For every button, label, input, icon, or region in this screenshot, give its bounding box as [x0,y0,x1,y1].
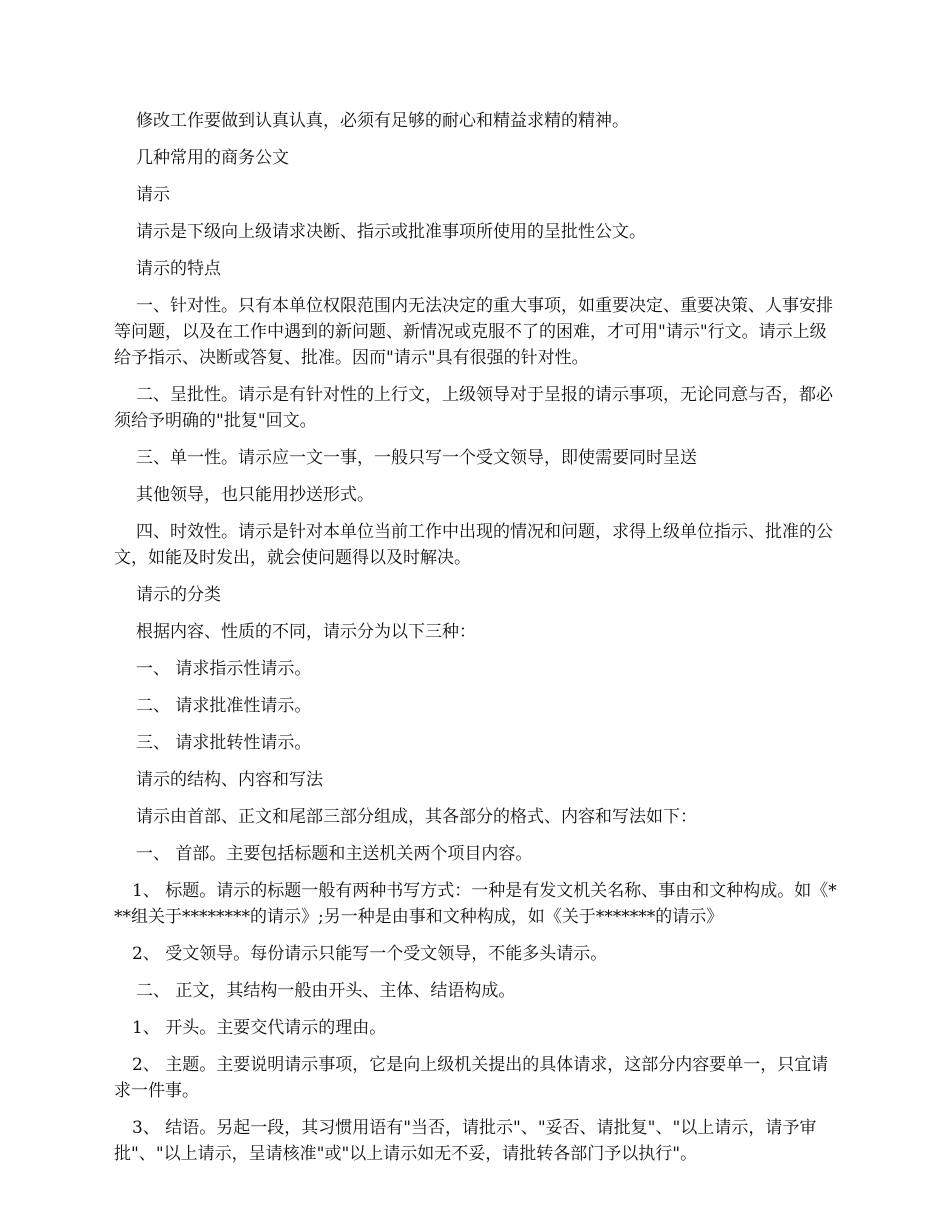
paragraph-feature-4: 四、时效性。请示是针对本单位当前工作中出现的情况和问题，求得上级单位指示、批准的公文，如能及时发出，就会使问题得以及时解决。 [114,522,833,568]
paragraph-recipient-rule: 2、 受文领导。每份请示只能写一个受文领导，不能多头请示。 [132,944,608,964]
heading-request: 请示 [136,185,170,205]
heading-common-documents: 几种常用的商务公文 [136,148,289,168]
paragraph-opening: 1、 开头。主要交代请示的理由。 [132,1018,387,1038]
paragraph-title-rule: 1、 标题。请示的标题一般有两种书写方式：一种是有发文机关名称、事由和文种构成。如《***组关于********的请示》;另一种是由事和文种构成，如《关于*******的请示》 [114,881,837,927]
document-body [114,108,838,1178]
paragraph-body-section: 二、 正文，其结构一般由开头、主体、结语构成。 [136,981,516,1001]
paragraph-request-definition: 请示是下级向上级请求决断、指示或批准事项所使用的呈批性公文。 [136,222,646,242]
list-item-type-1: 一、 请求指示性请示。 [136,659,312,679]
paragraph-feature-2: 二、呈批性。请示是有针对性的上行文，上级领导对于呈报的请示事项，无论同意与否，都必须给予明确的"批复"回文。 [114,385,833,431]
heading-request-types: 请示的分类 [136,585,221,605]
heading-request-structure: 请示的结构、内容和写法 [136,770,323,790]
paragraph-structure-intro: 请示由首部、正文和尾部三部分组成，其各部分的格式、内容和写法如下： [136,807,697,827]
paragraph-header-section: 一、 首部。主要包括标题和主送机关两个项目内容。 [136,844,533,864]
paragraph-intro: 修改工作要做到认真认真，必须有足够的耐心和精益求精的精神。 [136,111,629,131]
paragraph-feature-3-cont: 其他领导，也只能用抄送形式。 [136,485,374,505]
paragraph-conclusion: 3、 结语。另起一段，其习惯用语有"当否，请批示"、"妥否、请批复"、"以上请示，请予审批"、"以上请示，呈请核准"或"以上请示如无不妥，请批转各部门予以执行"。 [114,1118,817,1164]
paragraph-feature-1: 一、针对性。只有本单位权限范围内无法决定的重大事项，如重要决定、重要决策、人事安排等问题，以及在工作中遇到的新问题、新情况或克服不了的困难，才可用"请示"行文。请示上级给予指示、决断或答复、批准。因而"请示"具有很强的针对性。 [114,296,833,368]
paragraph-feature-3: 三、单一性。请示应一文一事，一般只写一个受文领导，即使需要同时呈送 [136,448,697,468]
paragraph-types-intro: 根据内容、性质的不同，请示分为以下三种： [136,622,476,642]
list-item-type-2: 二、 请求批准性请示。 [136,696,312,716]
heading-request-features: 请示的特点 [136,259,221,279]
paragraph-main-topic: 2、 主题。主要说明请示事项，它是向上级机关提出的具体请求，这部分内容要单一，只宜请求一件事。 [114,1055,829,1101]
list-item-type-3: 三、 请求批转性请示。 [136,733,312,753]
